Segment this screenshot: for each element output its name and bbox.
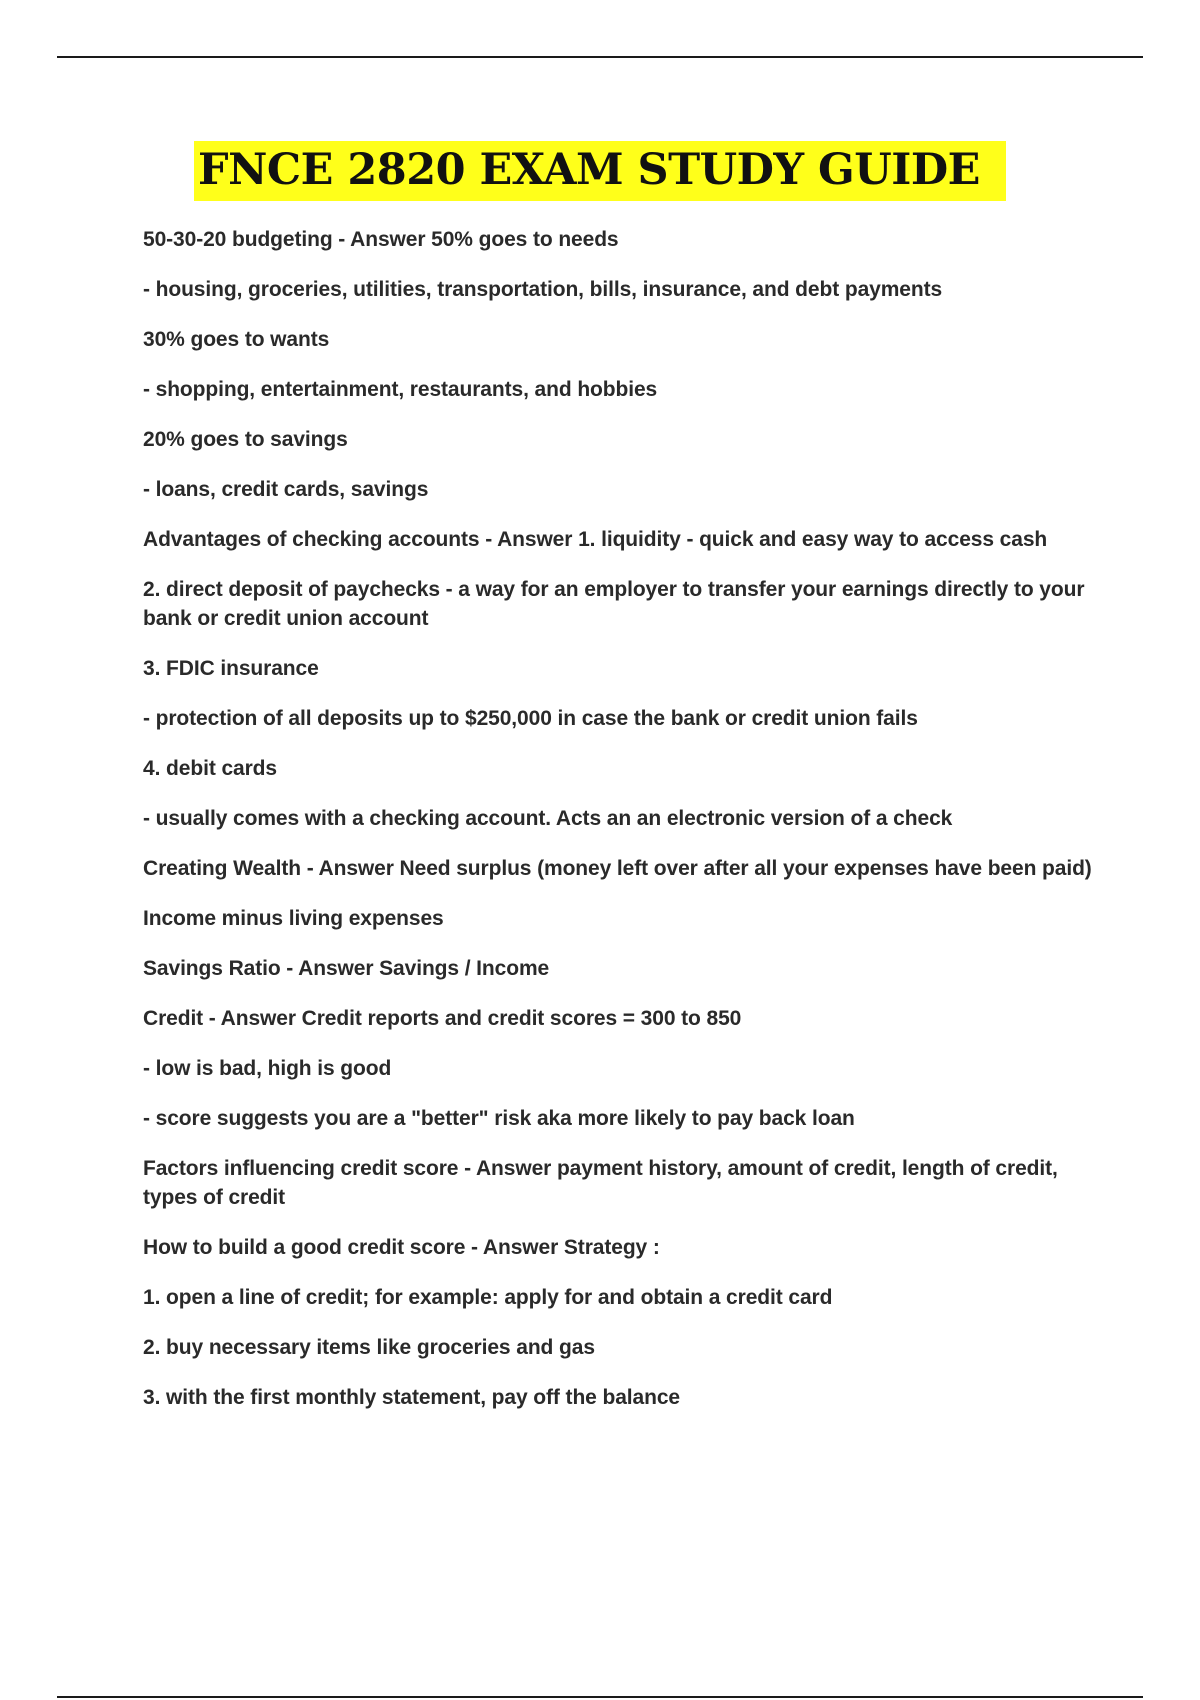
paragraph: 30% goes to wants xyxy=(143,328,330,351)
paragraph: Factors influencing credit score - Answer payment history, amount of credit, length of credit, types of credit xyxy=(143,1157,1058,1209)
paragraph: Income minus living expenses xyxy=(143,907,444,930)
paragraph: - low is bad, high is good xyxy=(143,1057,392,1080)
paragraph: - protection of all deposits up to $250,000 in case the bank or credit union fails xyxy=(143,707,918,730)
bottom-rule xyxy=(57,1696,1143,1698)
document-title: FNCE 2820 EXAM STUDY GUIDE xyxy=(194,141,1006,201)
title-container xyxy=(0,141,1200,201)
paragraph: How to build a good credit score - Answer Strategy : xyxy=(143,1236,660,1259)
paragraph: Advantages of checking accounts - Answer 1. liquidity - quick and easy way to access cash xyxy=(143,528,1048,551)
paragraph: Creating Wealth - Answer Need surplus (money left over after all your expenses have been paid) xyxy=(143,857,1092,880)
paragraph: 3. FDIC insurance xyxy=(143,657,319,680)
paragraph: 2. direct deposit of paychecks - a way for an employer to transfer your earnings directly to your bank or credit union account xyxy=(143,578,1085,630)
paragraph: - score suggests you are a "better" risk aka more likely to pay back loan xyxy=(143,1107,855,1130)
top-rule xyxy=(57,56,1143,58)
paragraph: Savings Ratio - Answer Savings / Income xyxy=(143,957,550,980)
paragraph: Credit - Answer Credit reports and credit scores = 300 to 850 xyxy=(143,1007,742,1030)
paragraph: - housing, groceries, utilities, transportation, bills, insurance, and debt payments xyxy=(143,278,943,301)
paragraph: 20% goes to savings xyxy=(143,428,348,451)
paragraph: 1. open a line of credit; for example: apply for and obtain a credit card xyxy=(143,1286,833,1309)
paragraph: 3. with the first monthly statement, pay off the balance xyxy=(143,1386,680,1409)
study-guide-content xyxy=(143,225,1093,1433)
paragraph: - shopping, entertainment, restaurants, and hobbies xyxy=(143,378,658,401)
paragraph: 2. buy necessary items like groceries and gas xyxy=(143,1336,595,1359)
paragraph: - loans, credit cards, savings xyxy=(143,478,429,501)
paragraph: - usually comes with a checking account. Acts an an electronic version of a check xyxy=(143,807,953,830)
paragraph: 50-30-20 budgeting - Answer 50% goes to needs xyxy=(143,228,619,251)
paragraph: 4. debit cards xyxy=(143,757,277,780)
